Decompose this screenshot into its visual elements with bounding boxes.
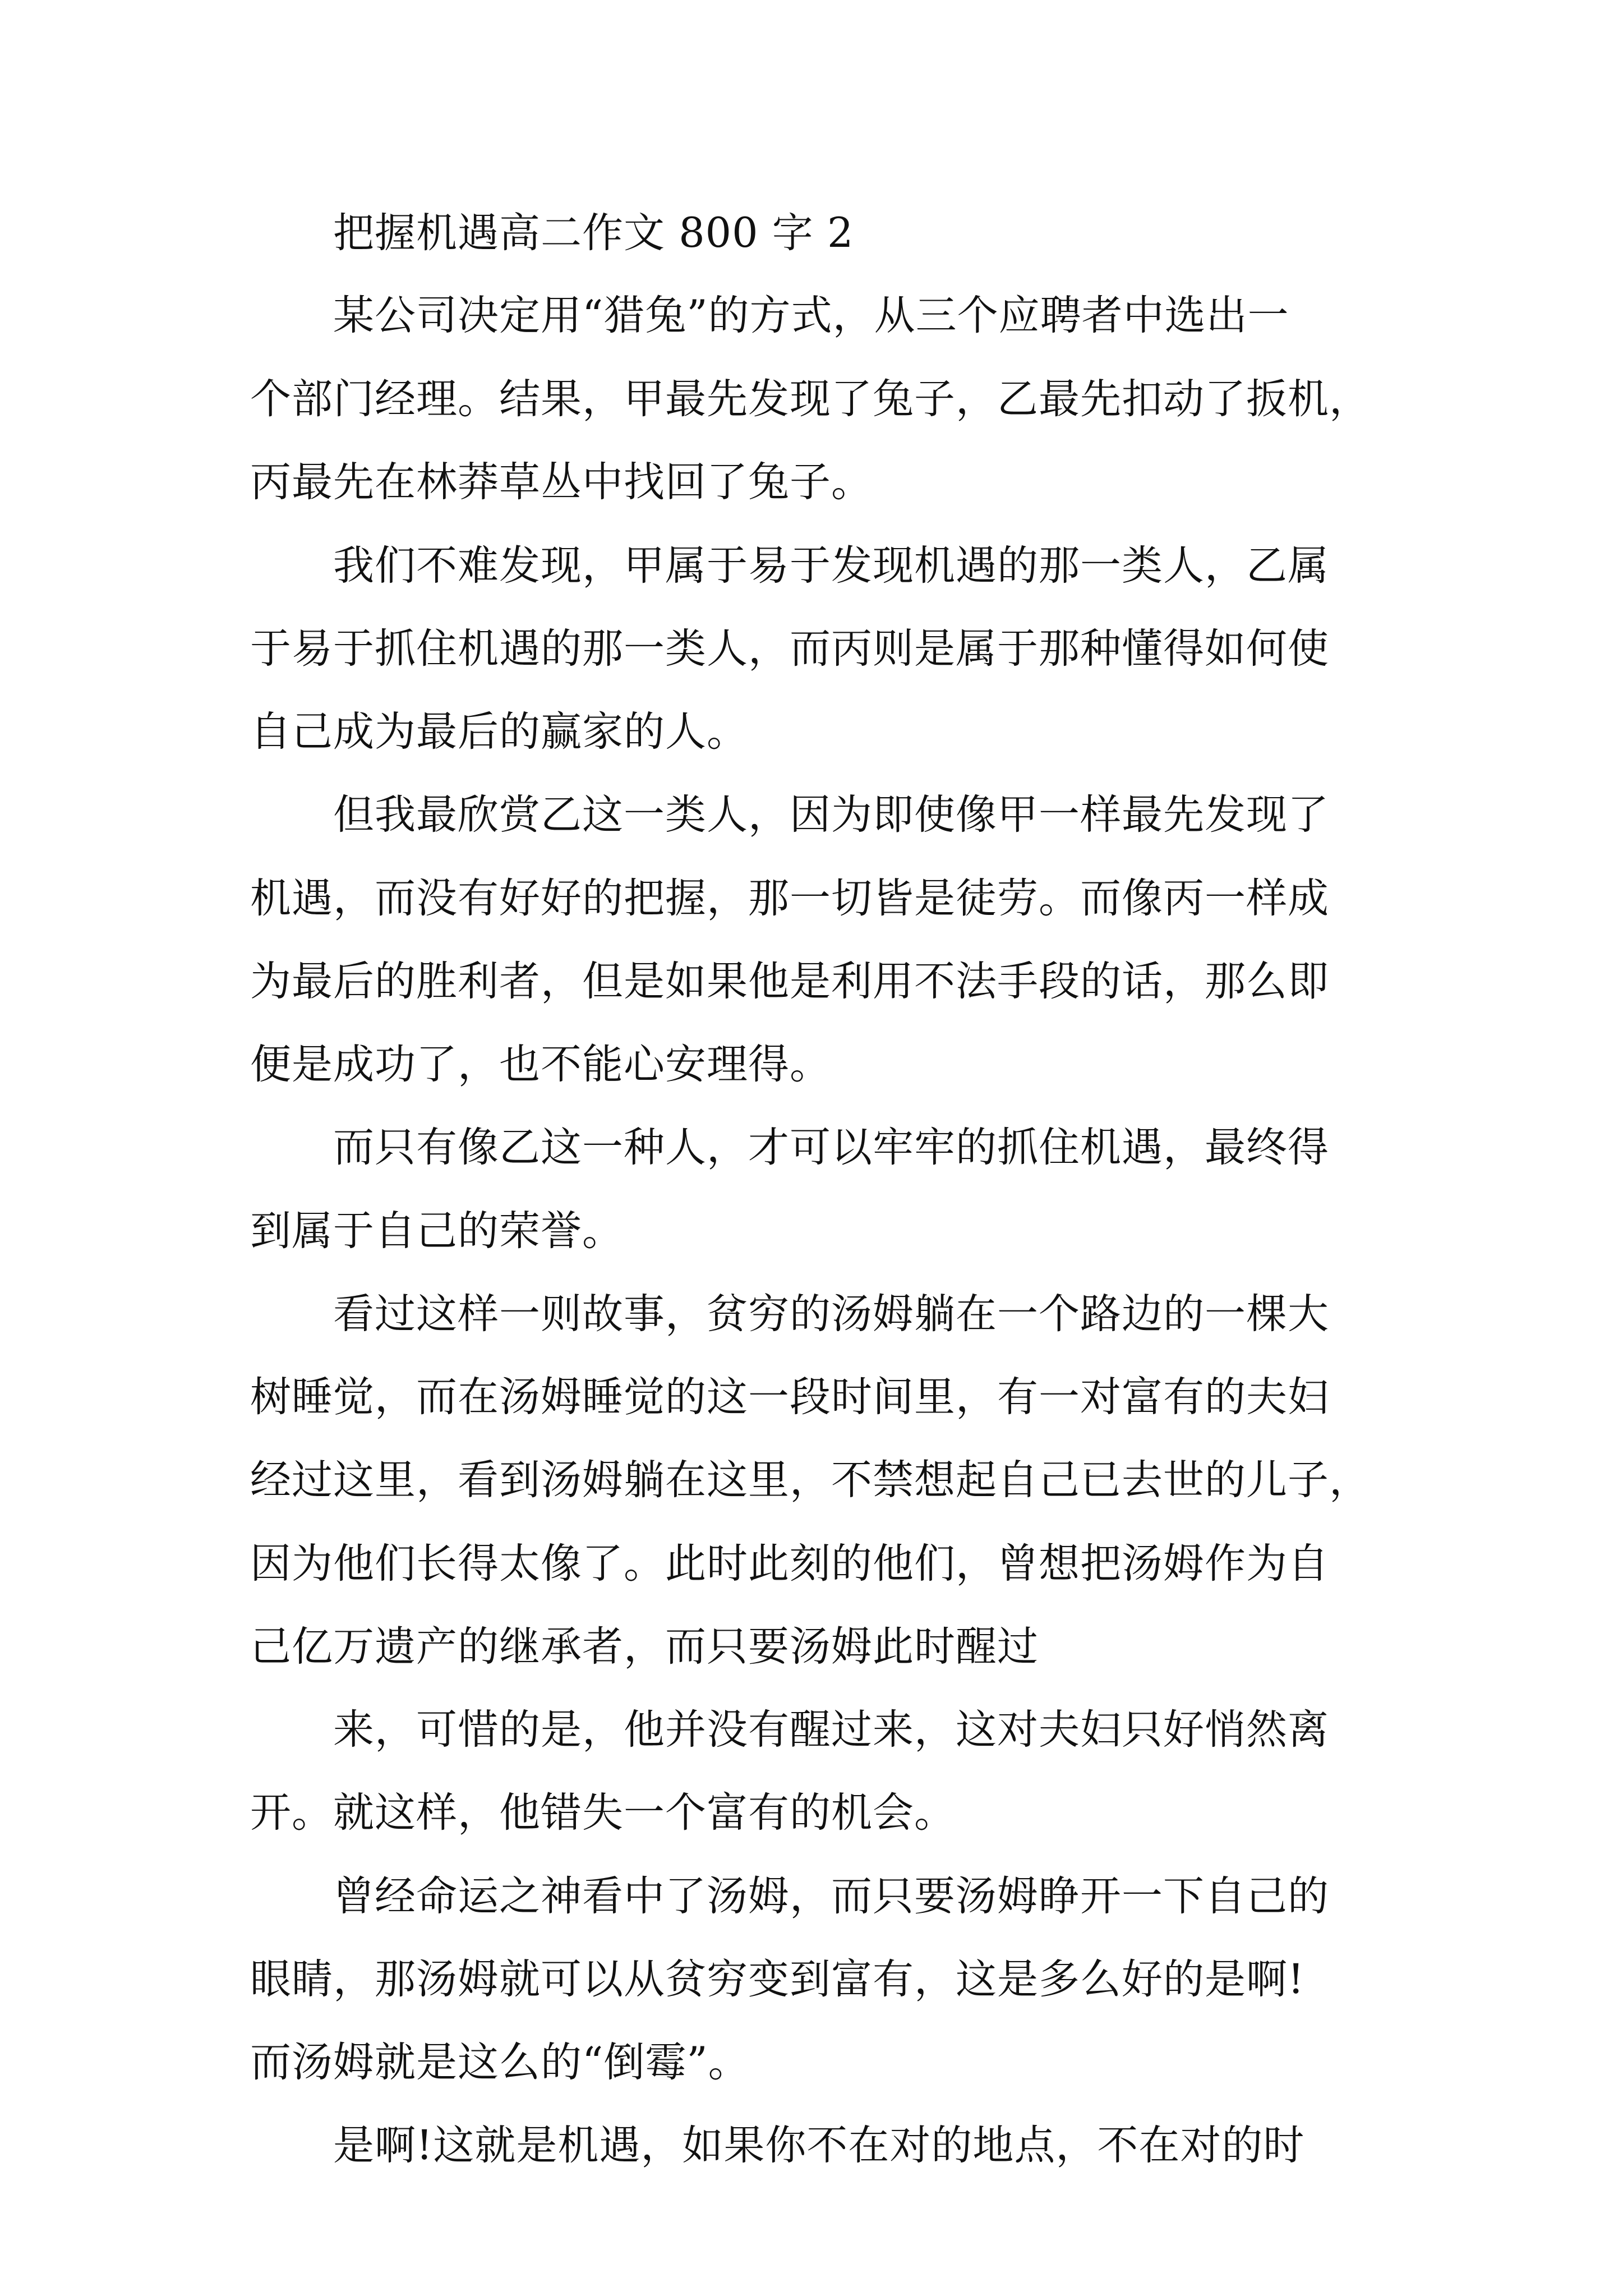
text-line: 眼睛，那汤姆就可以从贫穷变到富有，这是多么好的是啊! [250,1955,1305,2003]
text-line: 机遇，而没有好好的把握，那一切皆是徒劳。而像丙一样成 [250,875,1329,922]
text-line: 自己成为最后的赢家的人。 [250,708,748,756]
text-line: 经过这里，看到汤姆躺在这里，不禁想起自己已去世的儿子， [250,1456,1371,1504]
text-line: 丙最先在林莽草丛中找回了兔子。 [250,458,873,506]
text-line: 便是成功了，也不能心安理得。 [250,1041,831,1088]
text-line: 于易于抓住机遇的那一类人，而丙则是属于那种懂得如何使 [250,625,1329,673]
text-line: 开。就这样，他错失一个富有的机会。 [250,1789,956,1837]
text-line: 树睡觉，而在汤姆睡觉的这一段时间里，有一对富有的夫妇 [250,1373,1329,1421]
text-line: 己亿万遗产的继承者，而只要汤姆此时醒过 [250,1623,1039,1671]
text-line: 因为他们长得太像了。此时此刻的他们，曾想把汤姆作为自 [250,1540,1329,1588]
text-line: 为最后的胜利者，但是如果他是利用不法手段的话，那么即 [250,958,1329,1005]
text-line: 某公司决定用“猎兔”的方式，从三个应聘者中选出一 [333,292,1289,339]
text-line: 个部门经理。结果，甲最先发现了兔子，乙最先扣动了扳机， [250,375,1371,423]
text-line: 是啊!这就是机遇，如果你不在对的地点，不在对的时 [333,2122,1305,2169]
text-line: 来，可惜的是，他并没有醒过来，这对夫妇只好悄然离 [333,1706,1329,1754]
text-line: 我们不难发现，甲属于易于发现机遇的那一类人，乙属 [333,542,1329,590]
text-line: 但我最欣赏乙这一类人，因为即使像甲一样最先发现了 [333,791,1329,839]
text-line: 而汤姆就是这么的“倒霉”。 [250,2039,750,2086]
text-line: 看过这样一则故事，贫穷的汤姆躺在一个路边的一棵大 [333,1290,1329,1338]
text-line: 曾经命运之神看中了汤姆，而只要汤姆睁开一下自己的 [333,1872,1329,1920]
essay-title: 把握机遇高二作文 800 字 2 [333,209,854,257]
text-line: 到属于自己的荣誉。 [250,1207,624,1255]
text-line: 而只有像乙这一种人，才可以牢牢的抓住机遇，最终得 [333,1124,1329,1171]
